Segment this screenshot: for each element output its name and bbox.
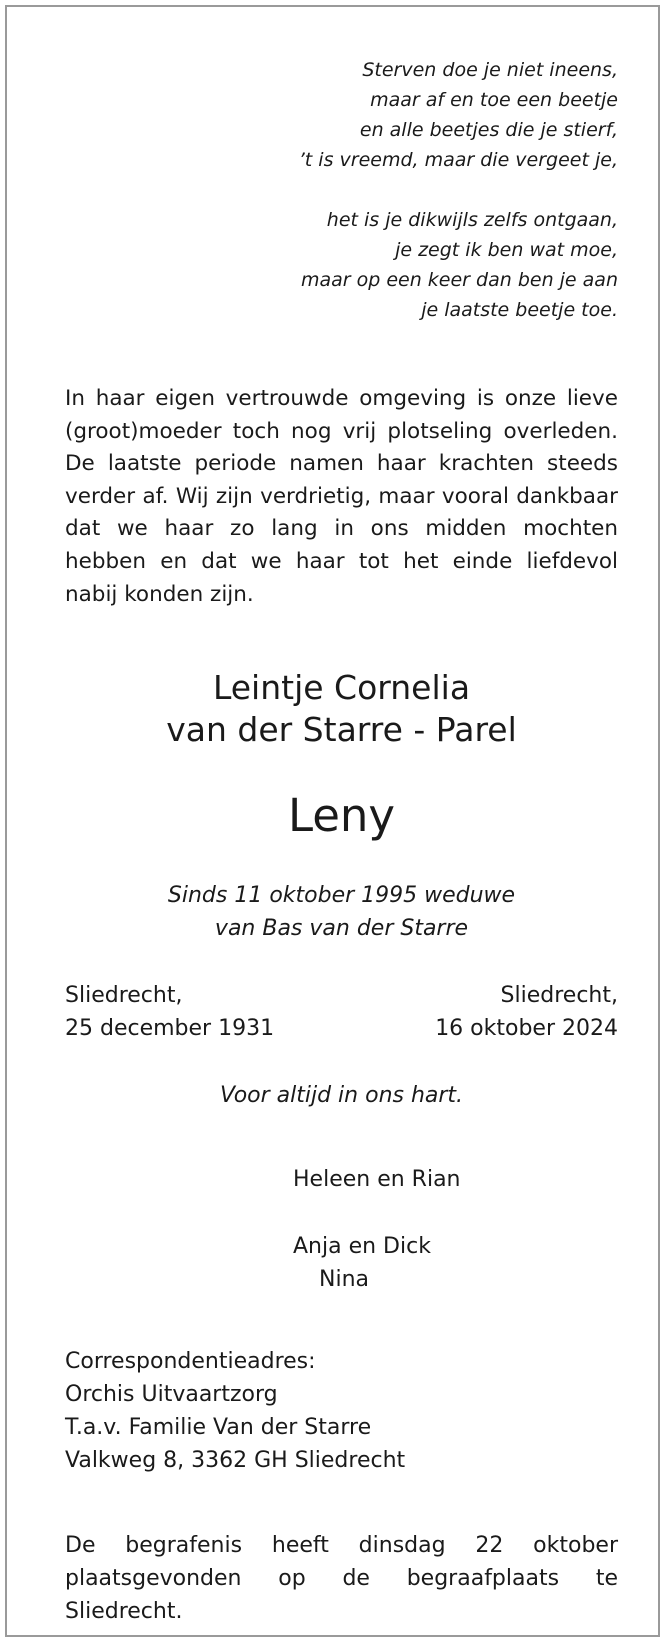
poem-line: Sterven doe je niet ineens,	[362, 59, 618, 81]
funeral-line: plaatsgevonden op de begraafplaats te Sliedrecht.	[65, 1566, 618, 1624]
deceased-full-name	[65, 667, 618, 751]
correspondence-address	[65, 1345, 405, 1477]
announcement-frame	[5, 5, 660, 1637]
family-names: van der Starre - Parel	[166, 710, 517, 749]
widow-since: Sinds 11 oktober 1995 weduwe	[167, 883, 516, 908]
family-spacer	[293, 1196, 461, 1230]
birth-date: 25 december 1931	[65, 1016, 275, 1041]
poem-line: maar op een keer dan ben je aan	[300, 269, 618, 291]
nickname: Leny	[287, 789, 396, 842]
family-signatures	[293, 1163, 461, 1296]
family-group: Heleen en Rian	[293, 1167, 461, 1192]
poem-line: je zegt ik ben wat moe,	[395, 239, 618, 261]
funeral-note	[65, 1529, 618, 1628]
family-group: Anja en Dick	[293, 1234, 431, 1259]
poem-line: ’t is vreemd, maar die vergeet je,	[298, 149, 618, 171]
death-place: Sliedrecht,	[500, 983, 618, 1008]
funeral-line: De begrafenis heeft dinsdag 22 oktober	[65, 1533, 618, 1558]
given-names: Leintje Cornelia	[212, 668, 471, 707]
poem	[65, 55, 618, 325]
poem-line: en alle beetjes die je stierf,	[359, 119, 618, 141]
address-line: T.a.v. Familie Van der Starre	[65, 1415, 372, 1440]
widow-of: van Bas van der Starre	[214, 916, 469, 941]
motto: Voor altijd in ons hart.	[219, 1083, 464, 1108]
address-line: Valkweg 8, 3362 GH Sliedrecht	[65, 1448, 406, 1473]
poem-line: het is je dikwijls zelfs ontgaan,	[326, 209, 618, 231]
poem-line: je laatste beetje toe.	[421, 299, 618, 321]
death-date: 16 oktober 2024	[435, 1016, 618, 1041]
widow-note	[65, 879, 618, 945]
address-line: Orchis Uitvaartzorg	[65, 1382, 278, 1407]
intro-paragraph: In haar eigen vertrouwde omgeving is onze lieve (groot)moeder toch nog vrij plotseling overleden. De laatste periode namen haar krachten steeds verder af. Wij zijn verdrietig, maar vooral dankbaar dat we haar zo lang in ons midden mochten hebben en dat we haar tot het einde liefdevol nabij konden zijn.	[65, 386, 618, 607]
birth-place: Sliedrecht,	[65, 983, 183, 1008]
poem-line: maar af en toe een beetje	[370, 89, 618, 111]
address-label: Correspondentieadres:	[65, 1349, 316, 1374]
stanza-gap	[65, 175, 618, 205]
death-info	[435, 979, 618, 1045]
family-child: Nina	[319, 1267, 369, 1292]
birth-info	[65, 979, 274, 1045]
